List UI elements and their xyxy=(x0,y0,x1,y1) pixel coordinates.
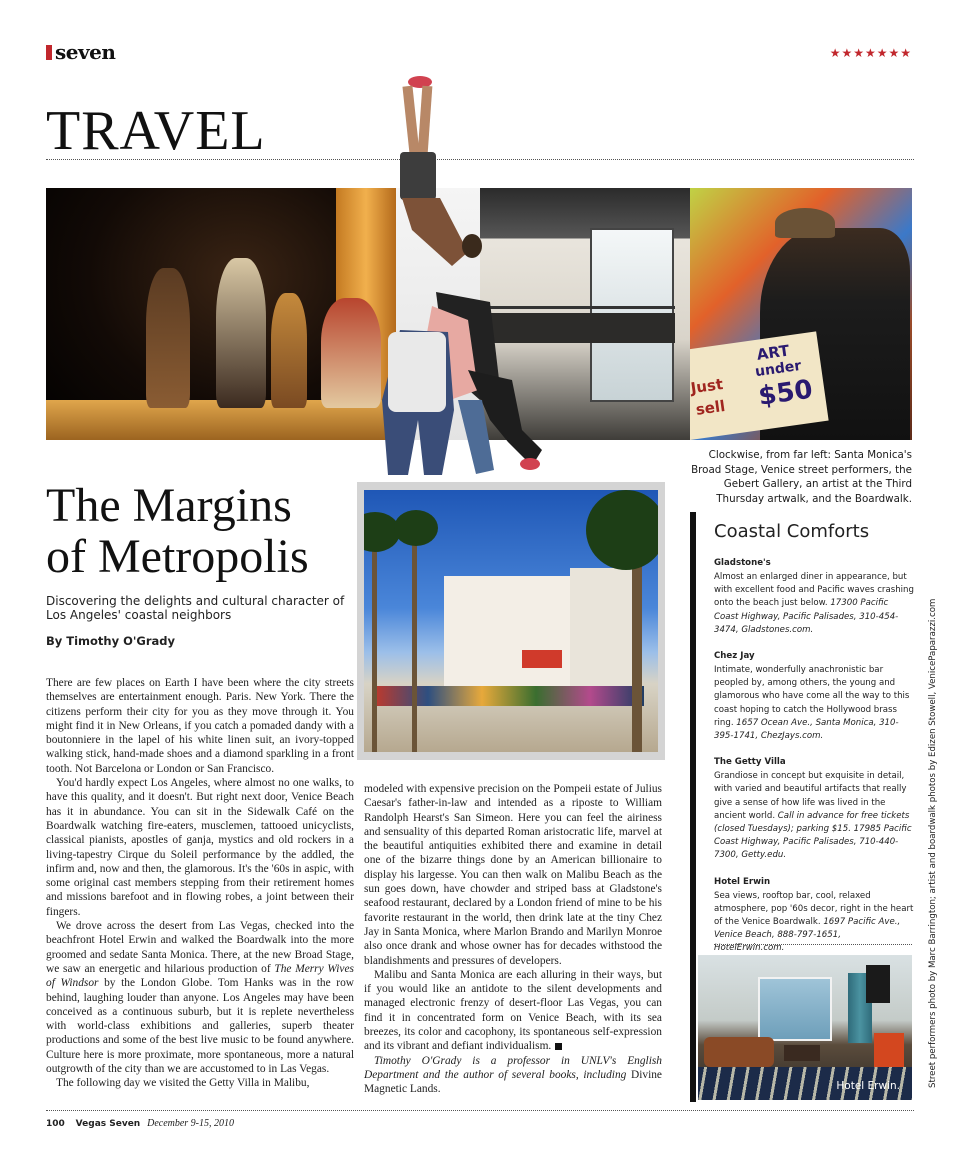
actor xyxy=(216,258,266,408)
storefront-awning xyxy=(522,650,562,668)
hotel-photo-caption: Hotel Erwin. xyxy=(836,1080,900,1092)
venue-info: 17300 Pacific Coast Highway, Pacific Palisades, 310-454-3474, Gladstones.com. xyxy=(714,598,899,635)
venue-info: 1657 Ocean Ave., Santa Monica, 310-395-1741, ChezJays.com. xyxy=(714,717,899,742)
sign-sell: sell xyxy=(694,396,727,419)
venice-boardwalk-photo xyxy=(364,490,658,752)
paragraph: Malibu and Santa Monica are each alluring in their ways, but if you would like an antidote to the silent developments and managed electronic frenzy of desert-floor Las Vegas, you can find it in concentrated form on Venice Beach, with its sea breezes, its color and cacophony, its spontaneous self-expression and its vibrant and defiant individualism. xyxy=(364,968,662,1053)
broad-stage-photo xyxy=(46,188,396,440)
headline-line-1: The Margins xyxy=(46,479,292,532)
masthead-logo xyxy=(46,42,115,62)
issue-date: December 9-15, 2010 xyxy=(147,1118,235,1129)
acrobat-top xyxy=(400,76,468,266)
author-bio: Timothy O'Grady is a professor in UNLV's English Department and the author of several books, including Divine Magnetic Lands. xyxy=(364,1054,662,1096)
venue-description: Intimate, wonderfully anachronistic bar peopled by, among others, the young and glamorous who have come all the way to this coast hoping to catch the Hollywood brass ring. 1657 Ocean Ave., Santa Monica, 310-395-1741, ChezJays.com. xyxy=(714,665,910,742)
artist-photo xyxy=(690,188,912,440)
hotel-table xyxy=(784,1045,820,1061)
paragraph: There are few places on Earth I have been where the city streets themselves are entertainment enough. Paris. New York. There the citizens perform their city for you as they move through it. You might find it in New Orleans, if you catch a pomaded dandy with a boutonniere in the lapel of his white linen suit, an ivory-topped walking stick, hand-made shoes and a diamond sparkling in a front tooth. Not Barcelona or London or San Francisco. xyxy=(46,677,354,775)
page-number: 100 xyxy=(46,1119,65,1129)
palm-crown xyxy=(586,490,658,570)
end-mark-icon xyxy=(555,1043,562,1050)
sign-under: under xyxy=(754,357,803,381)
sign-just: Just xyxy=(690,374,725,398)
publication-name: Vegas Seven xyxy=(75,1119,141,1129)
sidebar-rule-dotted xyxy=(714,944,912,945)
actor xyxy=(271,293,307,408)
hotel-chair xyxy=(874,1033,904,1069)
sidebar-rule xyxy=(690,512,696,1102)
footer-rule xyxy=(46,1110,914,1111)
venue-chez-jay xyxy=(714,651,914,743)
venue-description: Grandiose in concept but exquisite in detail, with varied and beautiful artifacts that really give a sense of how life was lived in the ancient world. Call in advance for free tickets (closed Tuesdays); parking $15. 17985 Pacific Coast Highway, Pacific Palisades, 710-440-7300, Getty.edu. xyxy=(714,771,912,861)
venue-name: Hotel Erwin xyxy=(714,876,771,887)
sidebar-title: Coastal Comforts xyxy=(714,521,870,542)
hotel-window xyxy=(758,977,832,1041)
venue-info: 1697 Pacific Ave., Venice Beach, 888-797-1651, HotelErwin.com. xyxy=(714,917,901,954)
article-column-2 xyxy=(364,782,662,1097)
palm-trunk xyxy=(412,530,417,752)
venue-name: Gladstone's xyxy=(714,558,771,568)
hotel-tv xyxy=(866,965,890,1003)
venue-getty-villa xyxy=(714,757,914,862)
logo-bar xyxy=(46,45,52,60)
paragraph: You'd hardly expect Los Angeles, where almost no one walks, to have this quality, and it doesn't. But right next door, Venice Beach has it in abundance. You can sit in the Sidewalk Café on the Boardwalk watching fire-eaters, musclemen, tattooed unicyclists, classical pianists, apostles of ganja, mystics and old rockers in a living-tapestry Cirque du Soleil performance by the addled, the infirm and, now and then, the glamorous. It's the '60s in aspic, with some original cast members stepping from their retirement homes and missions barefoot and in flowing robes, a joint between their fingers. xyxy=(46,777,354,918)
article-headline xyxy=(46,480,366,582)
acrobat-base xyxy=(382,234,542,475)
palm-crown xyxy=(394,510,438,546)
venue-name: Chez Jay xyxy=(714,651,755,662)
boardwalk-building xyxy=(444,576,574,696)
rating-stars: ★★★★★★★ xyxy=(829,46,912,60)
venue-description: Sea views, rooftop bar, cool, relaxed atmosphere, pop '60s decor, right in the heart of the Venice Boardwalk. 1697 Pacific Ave., Venice Beach, 888-797-1651, HotelErwin.com. xyxy=(714,890,914,954)
palm-trunk xyxy=(372,530,377,752)
artist-hat xyxy=(775,208,835,238)
sign-price: $50 xyxy=(756,374,815,412)
paragraph: The following day we visited the Getty Villa in Malibu, xyxy=(56,1077,310,1090)
venue-gladstones xyxy=(714,558,914,637)
byline: By Timothy O'Grady xyxy=(46,634,176,648)
actor xyxy=(146,268,190,408)
section-title: TRAVEL xyxy=(46,100,266,162)
boardwalk-building xyxy=(570,568,634,698)
street-performers-cutout xyxy=(372,70,562,482)
hotel-erwin-photo xyxy=(698,955,912,1100)
venue-description: Almost an enlarged diner in appearance, but with excellent food and Pacific waves crashing onto the beach just below. 17300 Pacific Coast Highway, Pacific Palisades, 310-454-3474, Gladstones.com. xyxy=(714,572,914,635)
photo-credit: Street performers photo by Marc Barrington; artist and boardwalk photos by Edizen Stowell, VenicePaparazzi.com xyxy=(928,598,938,1088)
play-title: The Merry Wives of Windsor xyxy=(46,962,354,990)
paragraph: We drove across the desert from Las Vegas, checked into the beachfront Hotel Erwin and walked the Boardwalk into the more groomed and sedate Santa Monica. There, at the new Broad Stage, we saw an energetic and hilarious production of The Merry Wives of Windsor by the London Globe. Tom Hanks was in the row behind, laughing louder than anyone. Los Angeles may have been conceived as a continuous suburb, but it is replete nevertheless with world-class exhibitions and galleries, superb theater productions and some of the best live music to be found anywhere. Culture here is more proximate, more spontaneous, more a natural outgrowth of the city than we are accustomed to in Las Vegas. xyxy=(46,920,354,1076)
article-dek: Discovering the delights and cultural character of Los Angeles' coastal neighbors xyxy=(46,594,345,622)
hotel-sofa xyxy=(704,1037,774,1067)
logo-text: seven xyxy=(55,40,116,64)
article-column-1 xyxy=(46,676,354,1091)
page-footer xyxy=(46,1118,234,1129)
venue-info: Call in advance for free tickets (closed Tuesdays); parking $15. 17985 Pacific Coast Highway, Pacific Palisades, 710-440-7300, Getty.edu. xyxy=(714,810,912,861)
sidebar-coastal-comforts xyxy=(714,520,914,970)
photo-caption: Clockwise, from far left: Santa Monica's Broad Stage, Venice street performers, the Gebert Gallery, an artist at the Third Thursday artwalk, and the Boardwalk. xyxy=(691,449,912,505)
paragraph: modeled with expensive precision on the Pompeii estate of Julius Caesar's father-in-law and intended as a riposte to William Randolph Hearst's San Simeon. Here you can feel the airiness and sensuality of this departed Roman aristocratic life, marvel at the beautiful antiquities exhibited there and examine in detail one of the bizarre things done by an American billionaire to display his largesse. You can then walk on Malibu Beach as the sun goes down, have chowder and striped bass at Gladstone's seafood restaurant, declared by a London friend of mine to be his favorite restaurant in the world, then drink late at the tiny Chez Jay in Santa Monica, where Marlon Brando and Marilyn Monroe also once drank and whose owner has for decades withstood the blandishments and pressures of developers. xyxy=(364,783,662,967)
book-title: Divine Magnetic Lands. xyxy=(364,1068,662,1096)
sign-art: ART xyxy=(755,341,791,364)
headline-line-2: of Metropolis xyxy=(46,530,309,583)
venue-name: The Getty Villa xyxy=(714,757,786,768)
